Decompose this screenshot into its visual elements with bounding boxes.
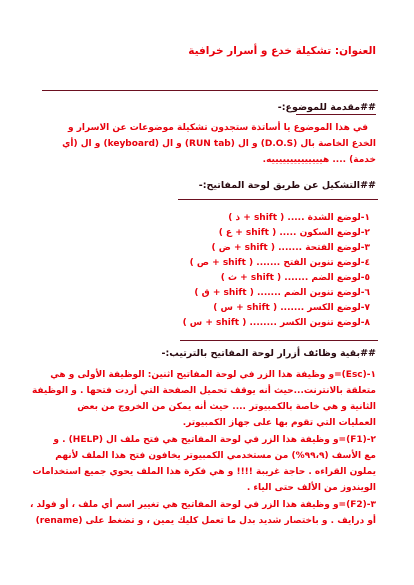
keyboard-item: ٥-لوضع الضم ....... ( shift + ث ) xyxy=(220,273,370,283)
functions-heading: ##بقية وظائف أزرار لوحة المفاتيح بالترتيب:- xyxy=(161,348,376,359)
esc-line: ١-(Esc)=و وظيفة هذا الزر في لوحة المفاتيح اثنين: الوظيفة الأولى و هي xyxy=(50,370,376,380)
intro-line: الخدع الخاصة بال (D.O.S) و ال (RUN tab) و ال (keyboard) و ال (أي xyxy=(62,139,376,149)
f1-line: مع الأسف (٩٩،٩%) من مستخدمي الكمبيوتر يخافون فتح هذا الملف لأنهم xyxy=(55,451,376,461)
divider-line xyxy=(42,90,378,91)
f2-line: أو درايف . و باختصار شديد بدل ما تعمل كليك يمين ، و تضغط على (rename) xyxy=(35,516,376,526)
f1-line: ٢-(F1)=و وظيفة هذا الزر في لوحة المفاتيح هي فتح ملف ال (HELP) . و xyxy=(53,435,376,445)
document-title: العنوان: تشكيلة خدع و أسرار خرافية xyxy=(188,45,376,57)
heading-underline xyxy=(180,340,378,341)
f1-line: يملون القراءه . حاجة غريبة !!!! و هي فكرة هذا الملف يحوي جميع استخدامات xyxy=(32,467,376,477)
f1-line: الويندوز من الألف حتى الياء . xyxy=(246,483,376,493)
keyboard-item: ٣-لوضع الفتحة ....... ( shift + ض ) xyxy=(211,243,370,253)
heading-underline xyxy=(178,199,378,200)
esc-line: متعلقة بالانترنت...حيث أنه يوقف تحميل الصفحة التي أردت فتحها . و الوظيفة xyxy=(31,386,376,396)
keyboard-item: ٧-لوضع الكسر ....... ( shift + س ) xyxy=(213,303,370,313)
keyboard-item: ٦-لوضع تنوين الضم ....... ( shift + ق ) xyxy=(194,288,370,298)
intro-line: خدمة) .... هييييييييييييييه. xyxy=(262,155,376,165)
keyboard-item: ٢-لوضع السكون ..... ( shift + ع ) xyxy=(218,228,370,238)
keyboard-item: ١-لوضع الشدة ..... ( shift + ذ ) xyxy=(228,213,370,223)
intro-heading: ##مقدمة للموضوع:- xyxy=(277,102,376,113)
esc-line: العمليات التي تقوم بها على جهاز الكمبيوتر. xyxy=(182,418,376,428)
keyboard-heading: ##التشكيل عن طريق لوحة المفاتيح:- xyxy=(198,180,376,191)
heading-underline xyxy=(296,114,376,115)
keyboard-item: ٨-لوضع تنوين الكسر ........ ( shift + س ) xyxy=(182,318,370,328)
f2-line: ٣-(F2)=و وظيفة هذا الزر في لوحة المفاتيح هي تغيير اسم أي ملف ، أو فولد ، xyxy=(29,500,376,510)
intro-line: في هذا الموضوع يا أساتذة ستجدون تشكيلة موضوعات عن الاسرار و xyxy=(68,123,368,133)
keyboard-item: ٤-لوضع تنوين الفتح ....... ( shift + ص ) xyxy=(189,258,370,268)
esc-line: الثانية و هي خاصة بالكمبيوتر .... حيث أنه يمكن من الخروج من بعض xyxy=(77,402,376,412)
